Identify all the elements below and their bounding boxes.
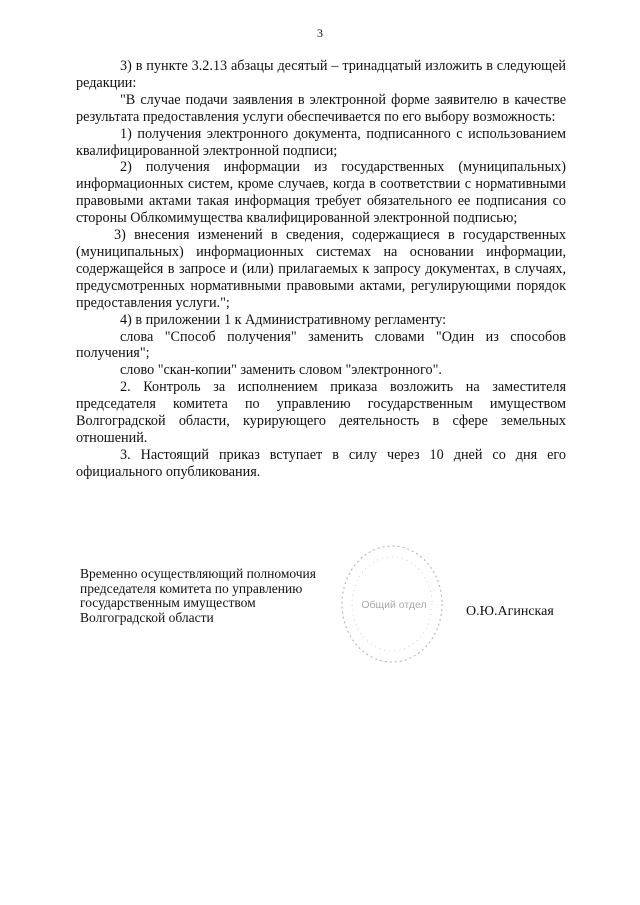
paragraph-replace-words-2: слово "скан-копии" заменить словом "электронного". [120,362,442,379]
paragraph-subitem-3: 3) внесения изменений в сведения, содержащиеся в государственных (муниципальных) информационных системах на основании информации, содержащейся в запросе и (или) прилагаемых к запросу документах, в случаях, предусмотренных нормативными правовыми актами, регулирующими порядок предоставления услуги."; [76,227,566,311]
paragraph-item-3: 3) в пункте 3.2.13 абзацы десятый – тринадцатый изложить в следующей редакции: [76,58,566,91]
signatory-position-line: председателя комитета по управлению [80,580,303,596]
document-body [76,58,566,481]
paragraph-control: 2. Контроль за исполнением приказа возложить на заместителя председателя комитета по управлению государственным имуществом Волгоградской области, курирующего деятельность в сфере земельных отношений. [76,379,566,446]
page-number: 3 [317,26,323,40]
signatory-position-line: государственным имуществом [80,595,256,611]
office-stamp [332,538,450,670]
paragraph-item-4: 4) в приложении 1 к Административному регламенту: [120,311,447,328]
paragraph-effective-date: 3. Настоящий приказ вступает в силу через 10 дней со дня его официального опубликования. [76,446,566,480]
signatory-position-line: Временно осуществляющий полномочия [80,566,316,581]
paragraph-subitem-2: 2) получения информации из государственных (муниципальных) информационных систем, кроме случаев, когда в соответствии с нормативными правовыми актами такая информация требует обязательного ее подписания со стороны Облкомимущества квалифицированной электронной подписью; [76,159,566,227]
signatory-position-line: Волгоградской области [80,609,214,625]
stamp-text: Общий отдел [361,599,427,611]
signatory-name: О.Ю.Агинская [466,604,554,619]
paragraph-replace-words-1: слова "Способ получения" заменить словами "Один из способов получения"; [76,328,566,362]
paragraph-quote-intro: "В случае подачи заявления в электронной форме заявителю в качестве результата предоставления услуги обеспечивается по его выбору возможность: [76,91,566,125]
paragraph-subitem-1: 1) получения электронного документа, подписанного с использованием квалифицированной электронной подписи; [76,125,566,159]
signatory-position [80,567,350,625]
